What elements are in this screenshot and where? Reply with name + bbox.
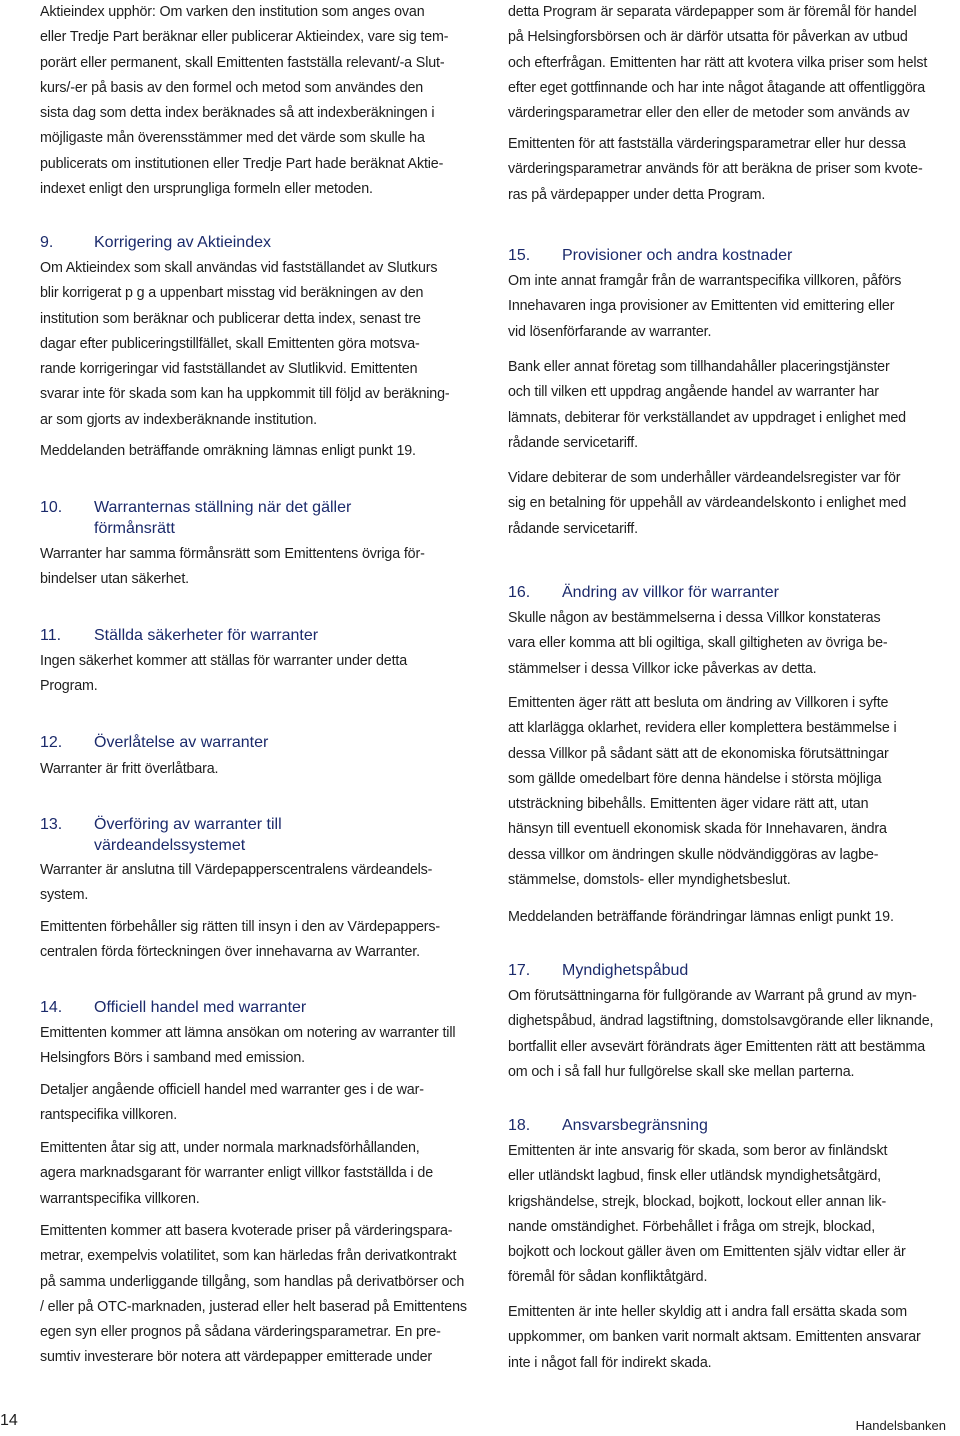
text-line: Emittenten kommer att lämna ansökan om notering av warranter till xyxy=(40,1025,456,1041)
text-line: indexet enligt den ursprungliga formeln eller metoden. xyxy=(40,181,373,198)
text-line: Emittenten för att fastställa värderingsparametrar eller hur dessa xyxy=(508,136,906,152)
text-line: inte i något fall för indirekt skada. xyxy=(508,1354,712,1371)
paragraph xyxy=(508,355,940,456)
text-line: stämmelser i dessa Villkor icke påverkas av detta. xyxy=(508,660,817,677)
text-line: sig en betalning för uppehåll av värdeandelskonto i enlighet med xyxy=(508,495,907,512)
paragraph xyxy=(40,649,472,700)
text-line: Emittenten är inte heller skyldig att i andra fall ersätta skada som xyxy=(508,1304,908,1320)
paragraph xyxy=(508,132,940,208)
text-line: Detaljer angående officiell handel med warranter ges i de war- xyxy=(40,1082,424,1098)
paragraph xyxy=(40,1021,472,1072)
section-heading: 16. Ändring av villkor för warranter xyxy=(508,584,779,601)
paragraph xyxy=(40,542,472,593)
text-line: Vidare debiterar de som underhåller värdeandelsregister var för xyxy=(508,470,901,486)
text-line: utsträckning bibehålls. Emittenten äger vidare rätt att, utan xyxy=(508,796,869,813)
paragraph xyxy=(40,1219,472,1371)
section-14 xyxy=(40,997,472,1018)
paragraph xyxy=(508,0,940,126)
section-heading: 12. Överlåtelse av warranter xyxy=(40,734,269,751)
text-line: Om inte annat framgår från de warrantspecifika villkoren, påförs xyxy=(508,273,902,289)
text-line: Emittenten förbehåller sig rätten till insyn i den av Värdepappers- xyxy=(40,919,441,935)
text-line: detta Program är separata värdepapper som är föremål för handel xyxy=(508,4,917,20)
paragraph xyxy=(40,915,472,966)
text-line: dighetspåbud, ändrad lagstiftning, domstolsavgörande eller liknande, xyxy=(508,1013,934,1030)
text-line: och efterfrågan. Emittenten har rätt att kvotera vilka priser som helst xyxy=(508,54,928,71)
text-line: egen syn eller prognos på sådana värderingsparametrar. En pre- xyxy=(40,1324,441,1341)
section-15 xyxy=(508,245,940,266)
paragraph xyxy=(508,1139,940,1291)
section-heading: 13. Överföring av warranter till xyxy=(40,816,282,833)
text-line: system. xyxy=(40,887,89,904)
text-line: vara eller komma att bli ogiltiga, skall giltigheten av övriga be- xyxy=(508,635,888,652)
text-line: bindelser utan säkerhet. xyxy=(40,571,189,588)
section-12 xyxy=(40,732,472,753)
section-heading-cont: värdeandelssystemet xyxy=(94,837,246,854)
section-heading: 15. Provisioner och andra kostnader xyxy=(508,247,793,264)
text-line: som gällde omedelbart före denna händelse i största möjliga xyxy=(508,770,882,787)
text-line: kurs/-er på basis av den formel och metod som användes den xyxy=(40,79,424,96)
text-line: på samma underliggande tillgång, som handlas på derivatbörser och xyxy=(40,1273,465,1290)
text-line: hänsyn till eventuell ekonomisk skada för Innehavaren, ändra xyxy=(508,821,887,838)
paragraph xyxy=(508,466,940,542)
paragraph xyxy=(508,984,940,1085)
section-17 xyxy=(508,960,940,981)
text-line: Warranter är fritt överlåtbara. xyxy=(40,761,219,777)
paragraph xyxy=(40,439,472,464)
paragraph xyxy=(508,269,940,345)
text-line: Meddelanden beträffande förändringar lämnas enligt punkt 19. xyxy=(508,909,894,925)
section-13 xyxy=(40,814,472,856)
paragraph xyxy=(508,905,940,930)
page-number: 14 xyxy=(0,1412,18,1429)
paragraph xyxy=(508,606,940,682)
paragraph xyxy=(40,858,472,909)
text-line: lämnats, debiterar för verkställandet av uppdraget i enlighet med xyxy=(508,409,906,426)
text-line: svarar inte för skada som kan ha uppkommit till följd av beräkning- xyxy=(40,386,450,403)
text-line: Aktieindex upphör: Om varken den institution som anges ovan xyxy=(40,4,425,20)
section-18 xyxy=(508,1115,940,1136)
text-line: Warranter har samma förmånsrätt som Emittentens övriga för- xyxy=(40,546,425,562)
text-line: dessa Villkor på sådant sätt att de ekonomiska förutsättningar xyxy=(508,745,889,762)
text-line: på Helsingforsbörsen och är därför utsatta för påverkan av utbud xyxy=(508,29,908,46)
text-line: Innehavaren inga provisioner av Emittenten vid emittering eller xyxy=(508,298,895,315)
text-line: efter eget gottfinnande och har inte något åtagande att offentliggöra xyxy=(508,79,926,96)
text-line: vid lösenförfarande av warranter. xyxy=(508,323,712,340)
section-heading: 18. Ansvarsbegränsning xyxy=(508,1117,708,1134)
text-line: centralen förda förteckningen över innehavarna av Warranter. xyxy=(40,944,420,961)
paragraph xyxy=(40,1078,472,1129)
text-line: möjligaste mån överensstämmer med det värde som skulle ha xyxy=(40,130,425,147)
text-line: Program. xyxy=(40,678,98,695)
section-9 xyxy=(40,232,472,253)
text-line: och till vilken ett uppdrag angående handel av warranter har xyxy=(508,384,879,401)
text-line: porärt eller permanent, skall Emittenten fastställa relevant/-a Slut- xyxy=(40,54,445,71)
text-line: institution som beräknar och publicerar detta index, senast tre xyxy=(40,310,421,327)
paragraph xyxy=(40,757,472,782)
text-line: / eller på OTC-marknaden, justerad eller helt baserad på Emittentens xyxy=(40,1298,467,1315)
section-11 xyxy=(40,625,472,646)
footer-brand: Handelsbanken xyxy=(855,1418,946,1433)
section-heading-cont: förmånsrätt xyxy=(94,520,175,537)
text-line: värderingsparametrar används för att beräkna de priser som kvote- xyxy=(508,161,923,178)
text-line: Meddelanden beträffande omräkning lämnas enligt punkt 19. xyxy=(40,443,416,459)
text-line: Warranter är anslutna till Värdepapperscentralens värdeandels- xyxy=(40,862,433,878)
text-line: agera marknadsgarant för warranter enligt villkor fastställda i de xyxy=(40,1165,433,1182)
section-16 xyxy=(508,582,940,603)
text-line: eller utländskt lagbud, finsk eller utländsk myndighetsåtgärd, xyxy=(508,1168,881,1185)
paragraph xyxy=(508,1300,940,1376)
section-heading: 9. Korrigering av Aktieindex xyxy=(40,234,271,251)
text-line: rande korrigeringar vid fastställandet av Slutlikvid. Emittenten xyxy=(40,361,418,378)
text-line: Skulle någon av bestämmelserna i dessa Villkor konstateras xyxy=(508,610,881,626)
text-line: publicerats om institutionen eller Tredje Part hade beräknat Aktie- xyxy=(40,155,444,172)
paragraph xyxy=(40,0,472,202)
text-line: rantspecifika villkoren. xyxy=(40,1107,178,1124)
text-line: rådande servicetariff. xyxy=(508,520,638,537)
text-line: blir korrigerat p g a uppenbart misstag vid beräkningen av den xyxy=(40,285,424,302)
text-line: bojkott och lockout gäller även om Emittenten själv vidtar eller är xyxy=(508,1244,906,1261)
text-line: metrar, exempelvis volatilitet, som kan härledas från derivatkontrakt xyxy=(40,1248,457,1265)
text-line: sista dag som detta index beräknades så att indexberäkningen i xyxy=(40,105,435,122)
text-line: dessa villkor om ändringen skulle nödvändiggöras av lagbe- xyxy=(508,846,879,863)
text-line: krigshändelse, strejk, blockad, bojkott, lockout eller annan lik- xyxy=(508,1193,887,1210)
text-line: nande omständighet. Förbehållet i fråga om strejk, blockad, xyxy=(508,1218,876,1235)
text-line: Om förutsättningarna för fullgörande av Warrant på grund av myn- xyxy=(508,988,917,1004)
text-line: bortfallit eller avsevärt förändrats äger Emittenten rätt att bestämma xyxy=(508,1038,926,1055)
paragraph xyxy=(40,256,472,433)
paragraph xyxy=(40,1136,472,1212)
text-line: warrantspecifika villkoren. xyxy=(40,1190,200,1207)
section-heading: 10. Warranternas ställning när det gäller xyxy=(40,499,352,516)
text-line: föremål för sådan konfliktåtgärd. xyxy=(508,1269,708,1286)
text-line: att klarlägga oklarhet, revidera eller komplettera bestämmelse i xyxy=(508,720,897,737)
section-heading: 11. Ställda säkerheter för warranter xyxy=(40,627,319,644)
text-line: ras på värdepapper under detta Program. xyxy=(508,186,766,203)
text-line: Emittenten åtar sig att, under normala marknadsförhållanden, xyxy=(40,1140,420,1156)
text-line: Emittenten äger rätt att besluta om ändring av Villkoren i syfte xyxy=(508,695,889,711)
text-line: Helsingfors Börs i samband med emission. xyxy=(40,1050,305,1067)
text-line: värderingsparametrar eller den eller de metoder som används av xyxy=(508,105,910,122)
text-line: dagar efter publiceringstillfället, skall Emittenten göra motsva- xyxy=(40,335,420,352)
text-line: uppkommer, om banken varit normalt aktsam. Emittenten ansvarar xyxy=(508,1329,921,1346)
section-heading: 17. Myndighetspåbud xyxy=(508,962,689,979)
text-line: eller Tredje Part beräknar eller publicerar Aktieindex, vare sig tem- xyxy=(40,29,449,46)
text-line: Om Aktieindex som skall användas vid fastställandet av Slutkurs xyxy=(40,260,438,276)
text-line: Ingen säkerhet kommer att ställas för warranter under detta xyxy=(40,653,408,669)
text-line: sumtiv investerare bör notera att värdepapper emitterade under xyxy=(40,1349,433,1366)
text-line: Emittenten kommer att basera kvoterade priser på värderingspara- xyxy=(40,1223,453,1239)
text-line: Emittenten är inte ansvarig för skada, som beror av finländskt xyxy=(508,1143,888,1159)
text-line: Bank eller annat företag som tillhandahåller placeringstjänster xyxy=(508,359,890,375)
text-line: stämmelse, domstols- eller myndighetsbeslut. xyxy=(508,872,791,889)
section-heading: 14. Officiell handel med warranter xyxy=(40,999,307,1016)
text-line: rådande servicetariff. xyxy=(508,434,638,451)
text-line: ar som gjorts av indexberäknande institution. xyxy=(40,411,317,428)
section-10 xyxy=(40,497,472,539)
paragraph xyxy=(508,691,940,893)
text-line: om och i så fall hur fullgörelse skall ske mellan parterna. xyxy=(508,1063,855,1080)
